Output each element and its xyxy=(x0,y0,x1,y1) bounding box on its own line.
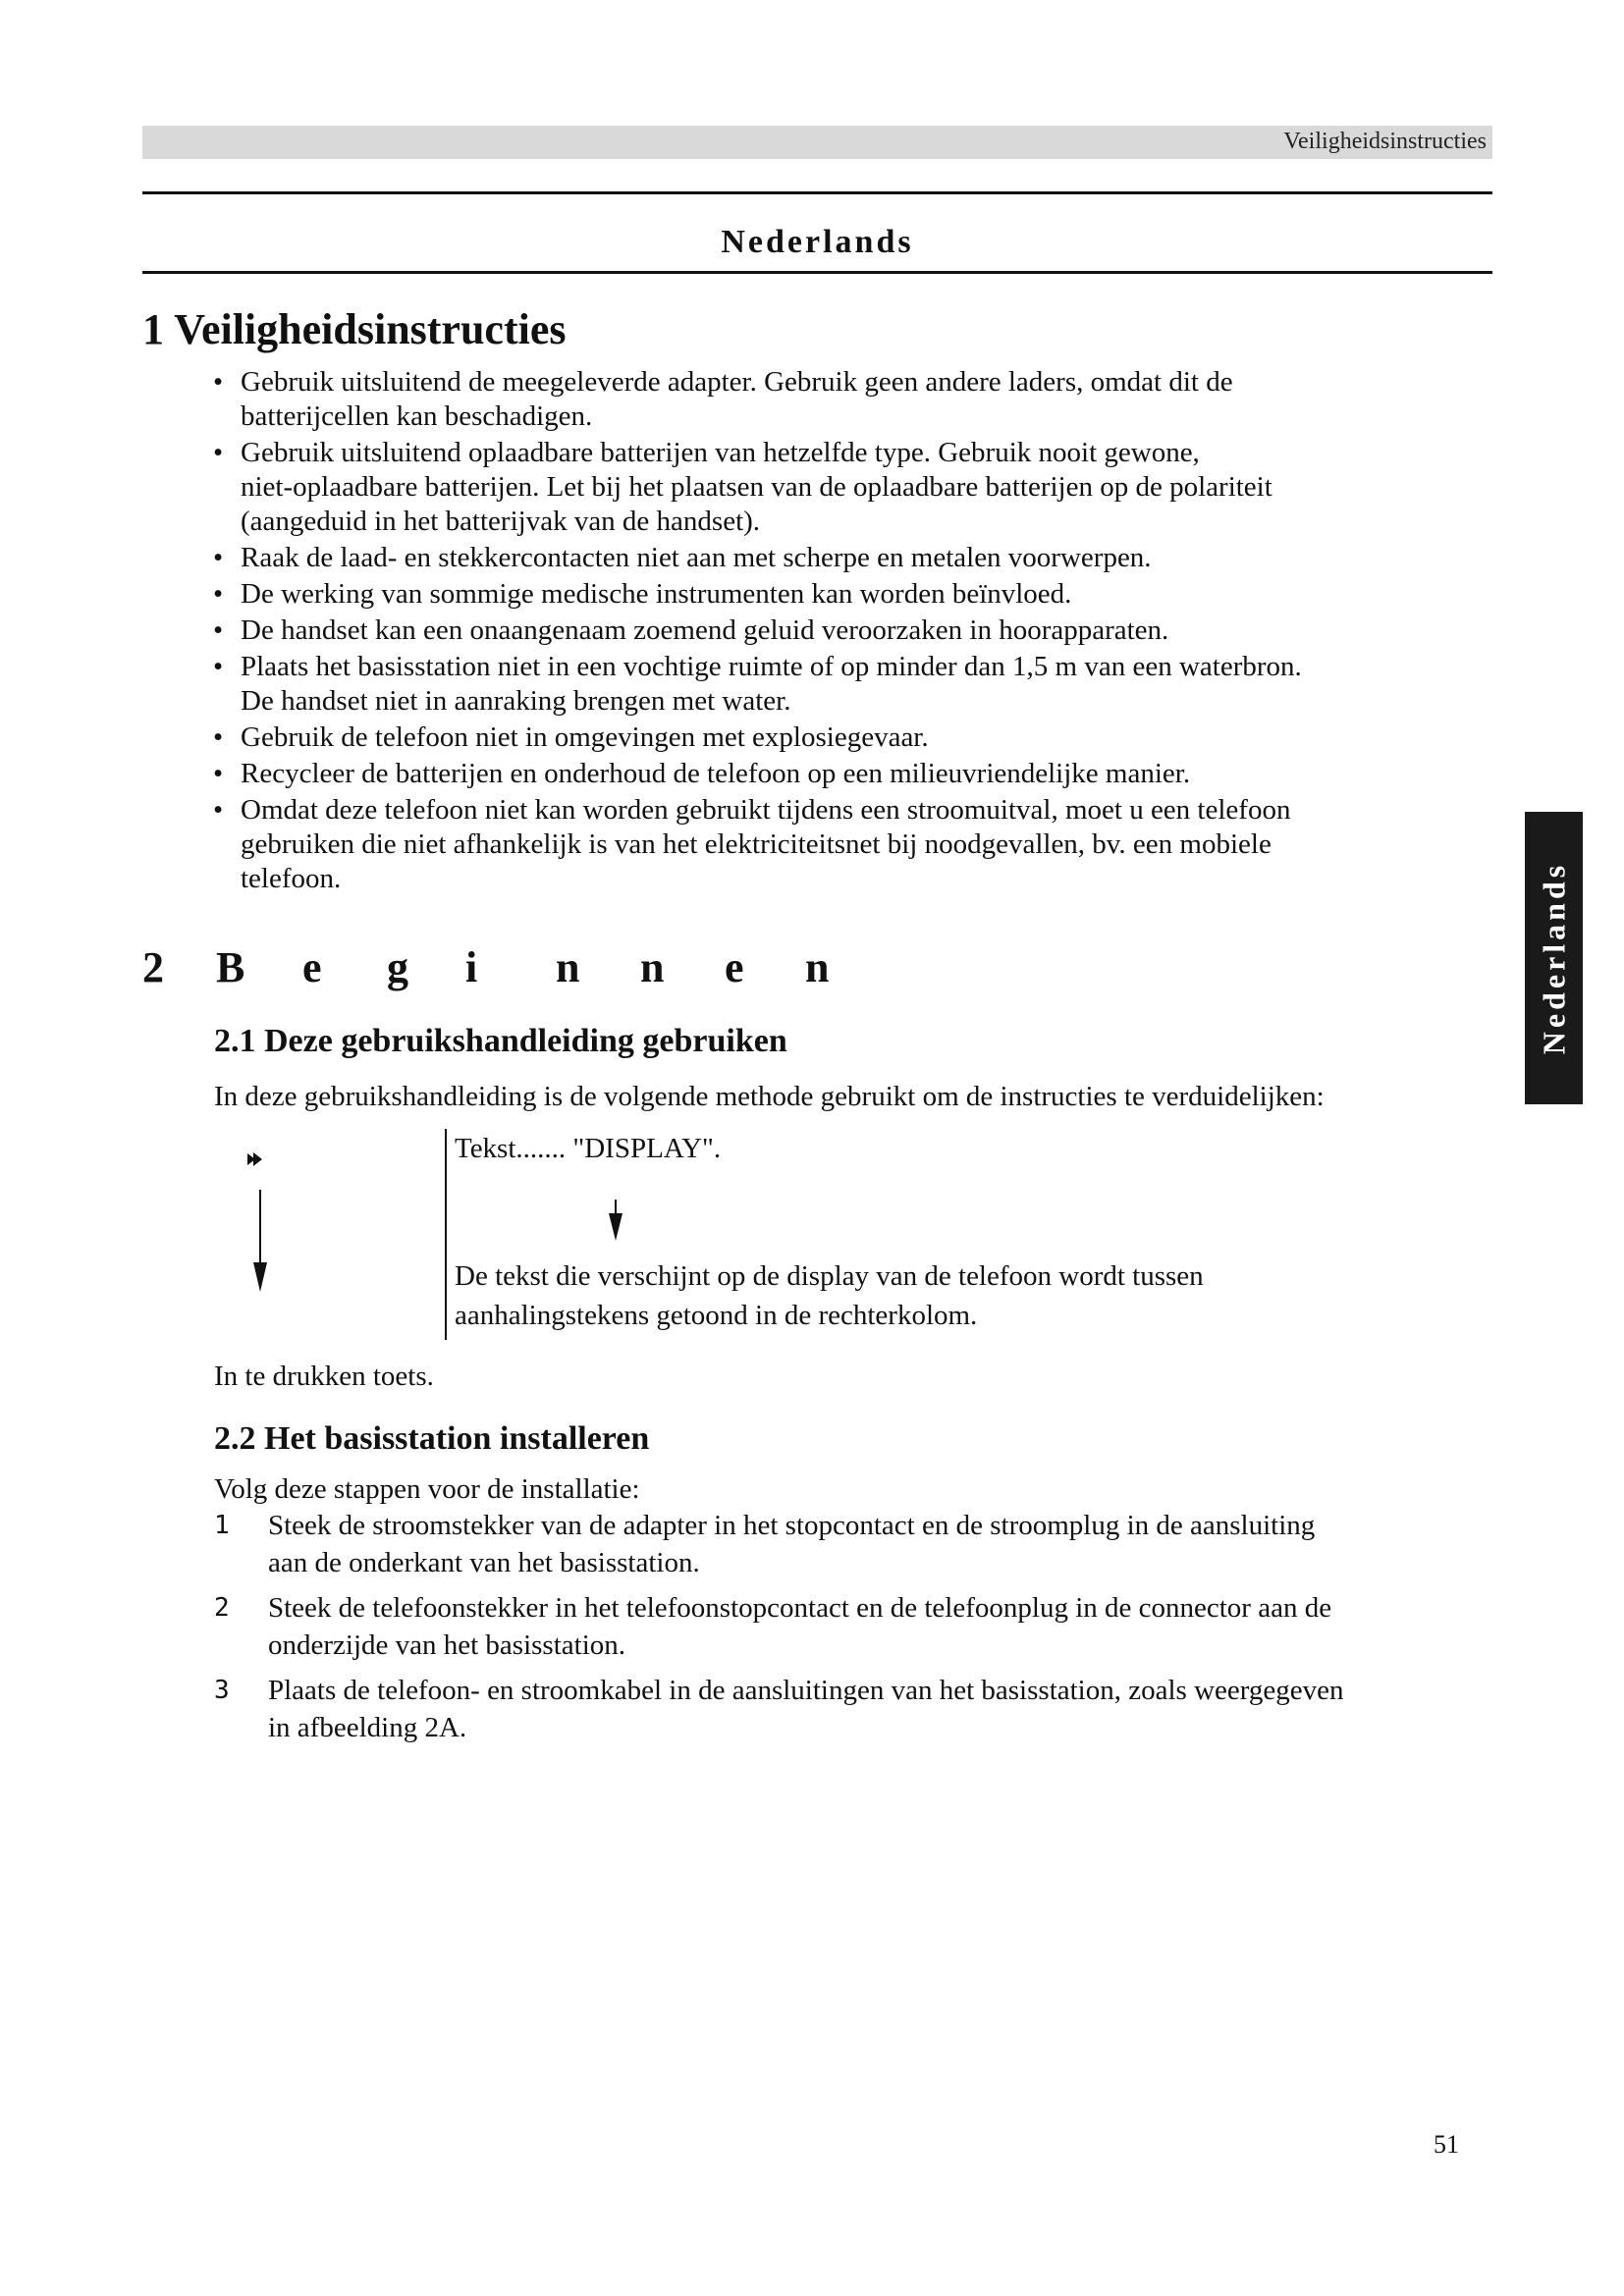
safety-bullet-list xyxy=(211,365,1488,898)
section2-title: 2 B e g i n n e n xyxy=(142,943,830,991)
running-header xyxy=(142,126,1492,159)
bottom-rule xyxy=(142,271,1492,274)
key-label: In te drukken toets. xyxy=(214,1361,434,1392)
subsection-2-2-title: 2.2 Het basisstation installeren xyxy=(214,1420,650,1457)
install-steps-list xyxy=(214,1507,1490,1754)
list-item: • De werking van sommige medische instrumenten kan worden beïnvloed. xyxy=(213,578,1072,610)
display-description: De tekst die verschijnt op de display van de telefoon wordt tussen aanhalingstekens getoond in de rechterkolom. xyxy=(455,1260,1204,1331)
section1-title: 1 Veiligheidsinstructies xyxy=(142,305,567,353)
list-item: • De handset kan een onaangenaam zoemend geluid veroorzaken in hoorapparaten. xyxy=(213,614,1169,646)
subsection-2-1-intro: In deze gebruikshandleiding is de volgende methode gebruikt om de instructies te verduidelijken: xyxy=(214,1081,1325,1112)
language-side-tab xyxy=(1525,812,1583,1104)
list-item: • Gebruik de telefoon niet in omgevingen met explosiegevaar. xyxy=(213,721,929,753)
down-arrow-icon xyxy=(606,1200,625,1243)
side-tab-label: Nederlands xyxy=(1536,861,1571,1055)
display-example: Tekst....... "DISPLAY". xyxy=(455,1133,722,1164)
list-item: • Plaats het basisstation niet in een vochtige ruimte of op minder dan 1,5 m van een waterbron. De handset niet in aanraking brengen met water. xyxy=(213,651,1302,717)
top-rule xyxy=(142,191,1492,194)
subsection-2-1-title: 2.1 Deze gebruikshandleiding gebruiken xyxy=(214,1023,787,1059)
list-item: • Raak de laad- en stekkercontacten niet aan met scherpe en metalen voorwerpen. xyxy=(213,542,1152,573)
page-number: 51 xyxy=(1434,2130,1459,2159)
list-item: • Recycleer de batterijen en onderhoud de telefoon op een milieuvriendelijke manier. xyxy=(213,758,1191,789)
running-header-text: Veiligheidsinstructies xyxy=(1283,129,1487,154)
list-item: • Gebruik uitsluitend oplaadbare batterijen van hetzelfde type. Gebruik nooit gewone, niet-oplaadbare batterijen. Let bij het plaatsen van de oplaadbare batterijen op de polariteit (aangeduid in het batterijvak van de handset). xyxy=(213,437,1272,537)
list-item: 3 Plaats de telefoon- en stroomkabel in de aansluitingen van het basisstation, zoals weergegeven in afbeelding 2A. xyxy=(214,1675,1344,1743)
column-divider xyxy=(445,1129,447,1340)
subsection-2-2-intro: Volg deze stappen voor de installatie: xyxy=(214,1473,640,1505)
key-arrow-icon xyxy=(244,1148,267,1170)
down-arrow-icon xyxy=(249,1190,271,1294)
list-item: 1 Steek de stroomstekker van de adapter in het stopcontact en de stroomplug in de aansluiting aan de onderkant van het basisstation. xyxy=(214,1510,1316,1578)
list-item: • Omdat deze telefoon niet kan worden gebruikt tijdens een stroomuitval, moet u een telefoon gebruiken die niet afhankelijk is van het elektriciteitsnet bij noodgevallen, bv. een mobiele telefoon. xyxy=(213,794,1291,894)
language-title: Nederlands xyxy=(721,224,914,260)
list-item: 2 Steek de telefoonstekker in het telefoonstopcontact en de telefoonplug in de connector aan de onderzijde van het basisstation. xyxy=(214,1592,1332,1661)
list-item: • Gebruik uitsluitend de meegeleverde adapter. Gebruik geen andere laders, omdat dit de batterijcellen kan beschadigen. xyxy=(213,366,1233,432)
